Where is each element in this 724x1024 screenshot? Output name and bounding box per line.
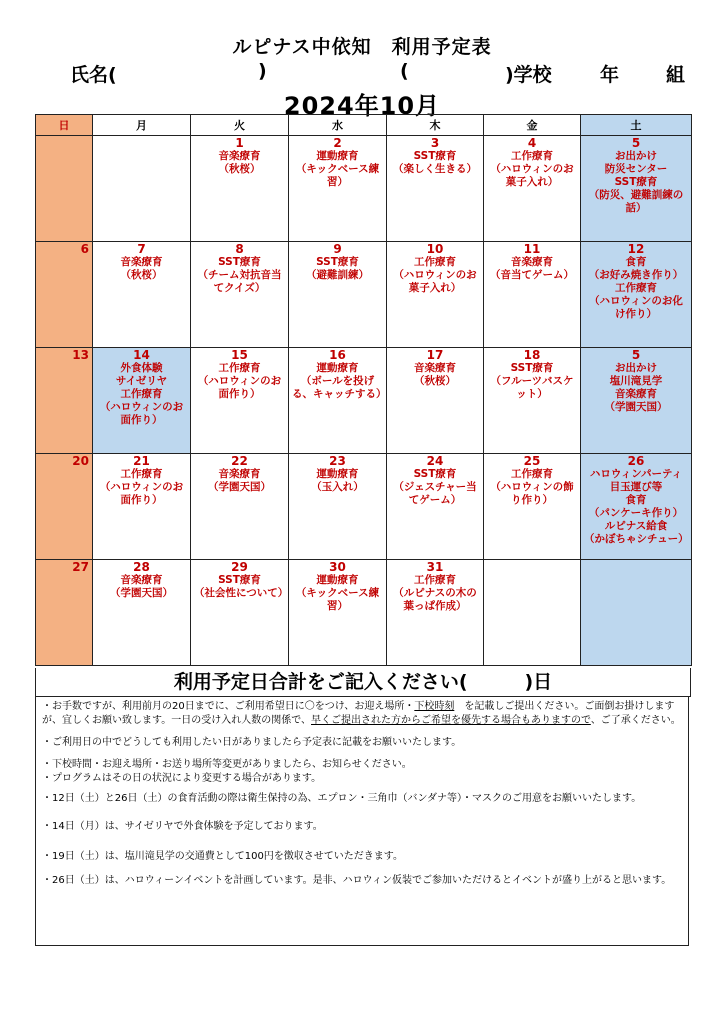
year-label: 年 — [600, 64, 620, 86]
day-number — [93, 136, 190, 137]
day-number: 26 — [627, 454, 645, 468]
day-number: 14 — [133, 348, 150, 362]
calendar-body — [36, 136, 692, 666]
calendar-day-cell — [36, 242, 93, 348]
calendar-day-cell — [93, 136, 191, 242]
event-line: お出かけ — [615, 362, 657, 374]
day-number: 11 — [523, 242, 541, 256]
event-line: 外食体験 — [120, 362, 163, 374]
event-line: （学園天国） — [604, 401, 668, 413]
event-line: 目玉運び等 — [609, 481, 663, 493]
day-number — [581, 560, 691, 561]
calendar-day-cell — [387, 242, 484, 348]
day-number: 13 — [72, 348, 89, 362]
calendar-day-cell — [93, 560, 191, 666]
note-halloween: ・26日（土）は、ハロウィーンイベントを計画しています。是非、ハロウィン仮装でご参加いただけるとイベントが盛り上がると思います。 — [42, 875, 672, 886]
event-line: 工作療育 — [414, 574, 456, 586]
calendar-day-cell — [484, 454, 581, 560]
event-line: 防災センター — [604, 163, 668, 175]
weekday-header: 水 — [289, 115, 387, 136]
calendar-day-cell — [289, 560, 387, 666]
calendar-week-row — [36, 348, 692, 454]
event-line: ハロウィンパーティ — [589, 468, 683, 480]
calendar-day-cell — [36, 136, 93, 242]
name-line — [70, 60, 690, 84]
calendar-day-cell — [484, 348, 581, 454]
day-number: 16 — [329, 348, 346, 362]
note-fare: ・19日（土）は、塩川滝見学の交通費として100円を徴収させていただきます。 — [42, 851, 404, 862]
note-priority-day: ・ご利用日の中でどうしても利用したい日がありましたら予定表に記載をお願いいたします。 — [42, 737, 462, 748]
class-label: 組 — [666, 64, 686, 86]
day-number: 28 — [133, 560, 150, 574]
event-line: （玉入れ） — [311, 481, 364, 493]
event-line: 工作療育 — [414, 256, 456, 268]
calendar-day-cell — [191, 136, 289, 242]
day-number: 29 — [231, 560, 248, 574]
day-number: 15 — [231, 348, 248, 362]
event-line: 音楽療育 — [218, 150, 261, 162]
day-number: 2 — [333, 136, 342, 150]
event-line: （秋桜） — [120, 269, 163, 281]
event-line: （秋桜） — [218, 163, 261, 175]
calendar-day-cell — [581, 348, 692, 454]
day-number: 17 — [426, 348, 444, 362]
note-program: ・プログラムはその日の状況により変更する場合があります。 — [42, 773, 322, 784]
school-label: )学校 — [505, 64, 552, 86]
event-line: （お好み焼き作り） — [588, 269, 684, 281]
day-number: 23 — [329, 454, 346, 468]
event-line: 音楽療育 — [414, 362, 456, 374]
event-line: （ハロウィンのお化け作り） — [589, 295, 683, 320]
calendar-day-cell — [289, 136, 387, 242]
day-number — [36, 136, 92, 137]
calendar-day-cell — [387, 348, 484, 454]
event-line: （秋桜） — [414, 375, 456, 387]
event-line: 音楽療育 — [120, 574, 163, 586]
calendar-day-cell — [289, 242, 387, 348]
event-line: （ジェスチャー当てゲーム） — [393, 481, 477, 506]
event-line: 音楽療育 — [511, 256, 553, 268]
day-number: 1 — [235, 136, 244, 150]
weekday-header: 木 — [387, 115, 484, 136]
month-heading: 2024年10月 — [283, 92, 441, 120]
event-line: 塩川滝見学 — [609, 375, 663, 387]
event-line: SST療育 — [316, 256, 359, 268]
event-line: （避難訓練） — [306, 269, 369, 281]
event-line: （ハロウィンのお面作り） — [197, 375, 282, 400]
event-line: （音当てゲーム） — [490, 269, 574, 281]
calendar-week-row — [36, 242, 692, 348]
event-line: （学園天国） — [110, 587, 173, 599]
calendar-day-cell — [581, 454, 692, 560]
calendar-day-cell — [387, 560, 484, 666]
event-line: 工作療育 — [511, 150, 553, 162]
event-line: ルピナス給食 — [604, 520, 668, 532]
note-text: 、ご了承ください。 — [590, 715, 681, 726]
event-line: （ハロウィンのお菓子入れ） — [490, 163, 574, 188]
calendar-day-cell — [191, 454, 289, 560]
event-line: 運動療育 — [316, 574, 359, 586]
event-line: （キックベース練習） — [295, 163, 380, 188]
weekday-header: 金 — [484, 115, 581, 136]
calendar-day-cell — [93, 454, 191, 560]
total-days-prompt: 利用予定日合計をご記入ください( )日 — [35, 668, 691, 697]
calendar-day-cell — [289, 348, 387, 454]
calendar-day-cell — [387, 136, 484, 242]
event-line: 音楽療育 — [120, 256, 163, 268]
calendar-week-row — [36, 454, 692, 560]
day-number: 9 — [333, 242, 342, 256]
calendar-table — [35, 114, 692, 666]
name-label: 氏名( — [70, 64, 117, 86]
calendar-day-cell — [484, 560, 581, 666]
event-line: 音楽療育 — [218, 468, 261, 480]
day-number: 5 — [631, 136, 641, 150]
event-line: 運動療育 — [316, 468, 359, 480]
event-line: （フルーツバスケット） — [490, 375, 574, 400]
day-number: 25 — [523, 454, 541, 468]
note-submission — [42, 700, 682, 728]
calendar-day-cell — [191, 242, 289, 348]
event-line: 食育 — [625, 494, 647, 506]
event-line: （楽しく生きる） — [393, 163, 477, 175]
event-line: 工作療育 — [120, 388, 163, 400]
calendar-day-cell — [484, 242, 581, 348]
note-changes: ・下校時間・お迎え場所・お送り場所等変更がありましたら、お知らせください。 — [42, 759, 412, 770]
school-paren-open: ( — [400, 60, 409, 82]
day-number: 30 — [329, 560, 346, 574]
weekday-header: 月 — [93, 115, 191, 136]
notes-box — [35, 696, 689, 946]
weekday-header-row — [36, 115, 692, 136]
day-number: 21 — [133, 454, 150, 468]
event-line: SST療育 — [510, 362, 554, 374]
calendar-day-cell — [93, 348, 191, 454]
event-line: （ルピナスの木の葉っぱ作成） — [393, 587, 477, 612]
event-line: （チーム対抗音当てクイズ） — [197, 269, 282, 294]
event-line: 工作療育 — [120, 468, 163, 480]
event-line: SST療育 — [218, 574, 261, 586]
day-number: 4 — [527, 136, 537, 150]
note-underline: 下校時刻 — [414, 701, 455, 712]
note-underline: 早くご提出された方からご希望を優先する場合もありますので — [311, 715, 591, 726]
day-number: 31 — [426, 560, 444, 574]
event-line: SST療育 — [413, 468, 457, 480]
calendar-day-cell — [484, 136, 581, 242]
event-line: （かぼちゃシチュー） — [584, 533, 689, 545]
calendar-day-cell — [581, 560, 692, 666]
event-line: 食育 — [625, 256, 647, 268]
calendar-day-cell — [36, 454, 93, 560]
event-line: 工作療育 — [218, 362, 261, 374]
calendar-day-cell — [191, 348, 289, 454]
event-line: （パンケーキ作り） — [588, 507, 684, 519]
event-line: （ボールを投げる、キャッチする） — [292, 375, 387, 400]
calendar-day-cell — [581, 242, 692, 348]
day-number: 3 — [430, 136, 440, 150]
event-line: （ハロウィンのお面作り） — [99, 481, 184, 506]
event-line: （ハロウィンのお菓子入れ） — [393, 269, 477, 294]
event-line: （ハロウィンの飾り作り） — [490, 481, 574, 506]
event-line: （ハロウィンのお面作り） — [99, 401, 184, 426]
day-number: 6 — [80, 242, 89, 256]
event-line: （学園天国） — [208, 481, 271, 493]
calendar-day-cell — [289, 454, 387, 560]
event-line: 運動療育 — [316, 150, 359, 162]
day-number — [484, 560, 580, 561]
event-line: SST療育 — [218, 256, 261, 268]
day-number: 10 — [426, 242, 444, 256]
event-line: SST療育 — [413, 150, 457, 162]
page-title: ルピナス中依知 利用予定表 — [232, 36, 492, 58]
event-line: お出かけ — [615, 150, 657, 162]
event-line: 工作療育 — [511, 468, 553, 480]
calendar-day-cell — [387, 454, 484, 560]
calendar-day-cell — [36, 560, 93, 666]
note-text: を記載しご提出ください。ご面倒お掛けしますが、宜しくお願い致します。一日の受け入れ人数の関係で、 — [42, 701, 675, 726]
calendar-day-cell — [191, 560, 289, 666]
event-line: 運動療育 — [316, 362, 359, 374]
note-text: ・お手数ですが、利用前月の20日までに、ご利用希望日に〇をつけ、お迎え場所・ — [42, 701, 415, 712]
note-dining-out: ・14日（月）は、サイゼリヤで外食体験を予定しております。 — [42, 821, 323, 832]
day-number: 18 — [523, 348, 541, 362]
event-line: 音楽療育 — [615, 388, 657, 400]
day-number: 7 — [137, 242, 146, 256]
event-line: （キックベース練習） — [295, 587, 380, 612]
weekday-header: 火 — [191, 115, 289, 136]
day-number: 8 — [235, 242, 244, 256]
calendar-week-row — [36, 560, 692, 666]
calendar-day-cell — [581, 136, 692, 242]
day-number: 5 — [631, 348, 641, 362]
calendar-day-cell — [93, 242, 191, 348]
day-number: 24 — [426, 454, 444, 468]
day-number: 20 — [72, 454, 89, 468]
day-number: 27 — [72, 560, 89, 574]
event-line: （社会性について） — [194, 587, 289, 599]
note-food-activity: ・12日（土）と26日（土）の食育活動の際は衛生保持の為、エプロン・三角巾（バンダナ等）・マスクのご用意をお願いいたします。 — [42, 793, 642, 804]
event-line: SST療育 — [614, 176, 658, 188]
day-number: 22 — [231, 454, 248, 468]
event-line: 工作療育 — [615, 282, 657, 294]
event-line: サイゼリヤ — [115, 375, 168, 387]
weekday-header: 土 — [581, 115, 692, 136]
event-line: （防災、避難訓練の話） — [588, 189, 684, 214]
calendar-week-row — [36, 136, 692, 242]
weekday-header: 日 — [36, 115, 93, 136]
calendar-day-cell — [36, 348, 93, 454]
day-number: 12 — [627, 242, 645, 256]
name-paren-close: ) — [258, 60, 267, 82]
